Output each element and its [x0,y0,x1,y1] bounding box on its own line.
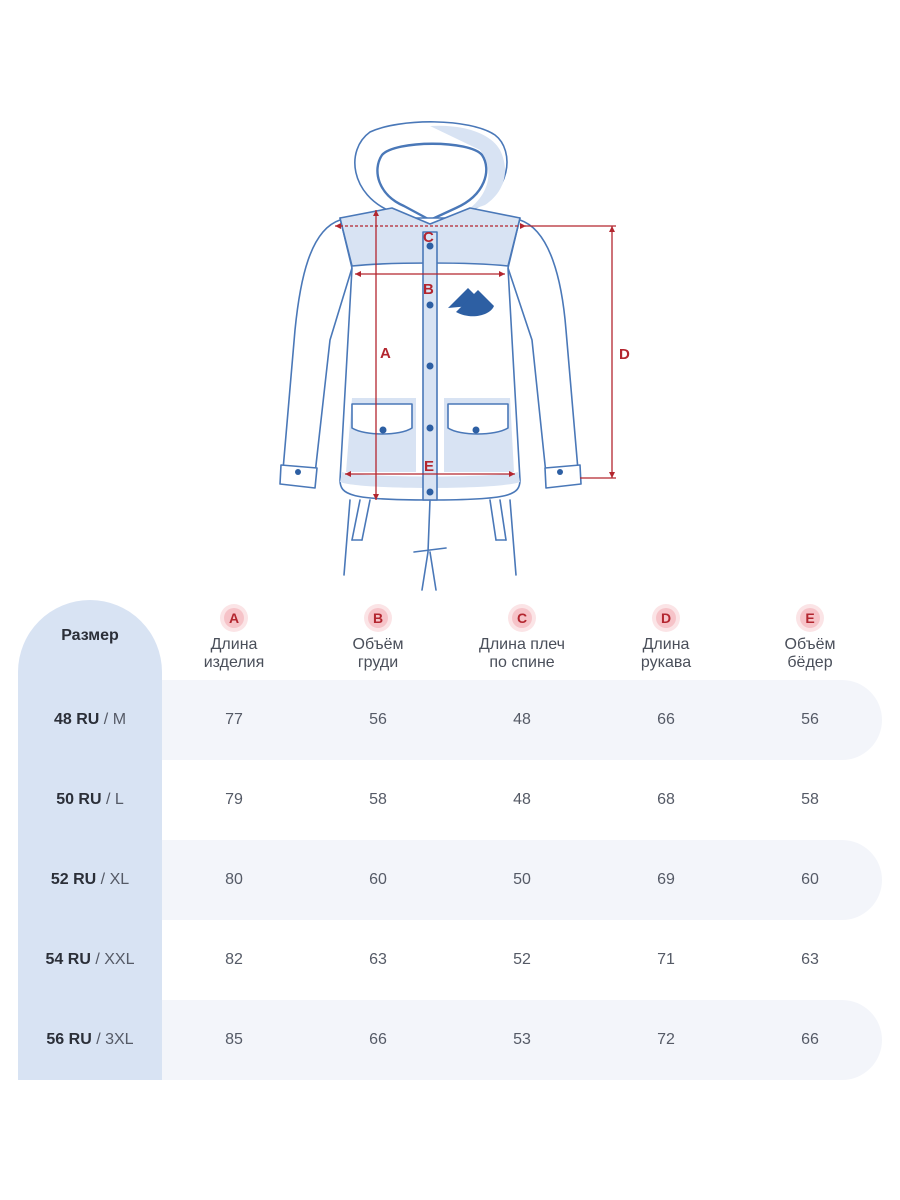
size-intl: M [112,711,127,728]
col-badge: C [512,608,532,628]
cell-value: 48 [513,711,531,728]
left-sleeve [283,220,352,474]
size-cell [18,1000,162,1080]
size-cell [18,680,162,760]
col-badge: E [800,608,820,628]
size-ru: 48 RU [53,711,100,728]
col-label: Длина изделия [203,636,265,671]
cell-value: 68 [657,791,675,808]
size-intl: L [114,791,124,808]
size-sep: / [99,711,113,728]
col-label: Длина рукава [640,636,692,671]
cell-value: 77 [225,711,243,728]
cell-value: 63 [369,951,387,968]
cell-value: 53 [513,1031,531,1048]
col-badge: B [368,608,388,628]
cell-value: 66 [369,1031,387,1048]
cell-value: 69 [657,871,675,888]
cell-value: 66 [657,711,675,728]
cell-value: 58 [801,791,819,808]
col-label: Длина плеч по спине [479,636,565,671]
size-intl: XL [109,871,130,888]
cell-value: 66 [801,1031,819,1048]
label-e: E [424,458,435,475]
size-sep: / [96,871,110,888]
col-header-c [462,604,582,672]
col-header-d [606,604,726,672]
col-header-b [318,604,438,672]
cell-value: 82 [225,951,243,968]
cell-value: 56 [801,711,819,728]
cell-value: 85 [225,1031,243,1048]
col-label: Объём бёдер [784,636,836,671]
cell-value: 80 [225,871,243,888]
col-badge: A [224,608,244,628]
cell-value: 48 [513,791,531,808]
col-header-a [174,604,294,672]
size-intl: XXL [104,951,135,968]
size-ru: 56 RU [46,1031,92,1048]
size-ru: 50 RU [56,791,102,808]
size-ru: 54 RU [45,951,91,968]
col-header-e [750,604,870,672]
cell-value: 60 [801,871,819,888]
cell-value: 56 [369,711,387,728]
cell-value: 71 [657,951,675,968]
label-d: D [619,346,630,363]
size-cell [18,840,162,920]
size-sep: / [90,951,105,968]
size-cell [18,920,162,1000]
cell-value: 72 [657,1031,675,1048]
size-ru: 52 RU [50,871,97,888]
size-sep: / [101,791,115,808]
label-a: A [380,345,391,362]
size-sep: / [91,1031,106,1048]
cell-value: 79 [225,791,243,808]
label-b: B [423,281,434,298]
size-header: Размер [61,627,119,644]
col-badge: D [656,608,676,628]
cell-value: 63 [801,951,819,968]
cell-value: 58 [369,791,387,808]
right-sleeve [508,220,578,474]
cell-value: 52 [513,951,531,968]
cell-value: 50 [513,871,531,888]
size-cell [18,760,162,840]
label-c: C [423,229,434,246]
size-intl: 3XL [105,1031,134,1048]
cell-value: 60 [369,871,387,888]
col-label: Объём груди [352,636,404,671]
